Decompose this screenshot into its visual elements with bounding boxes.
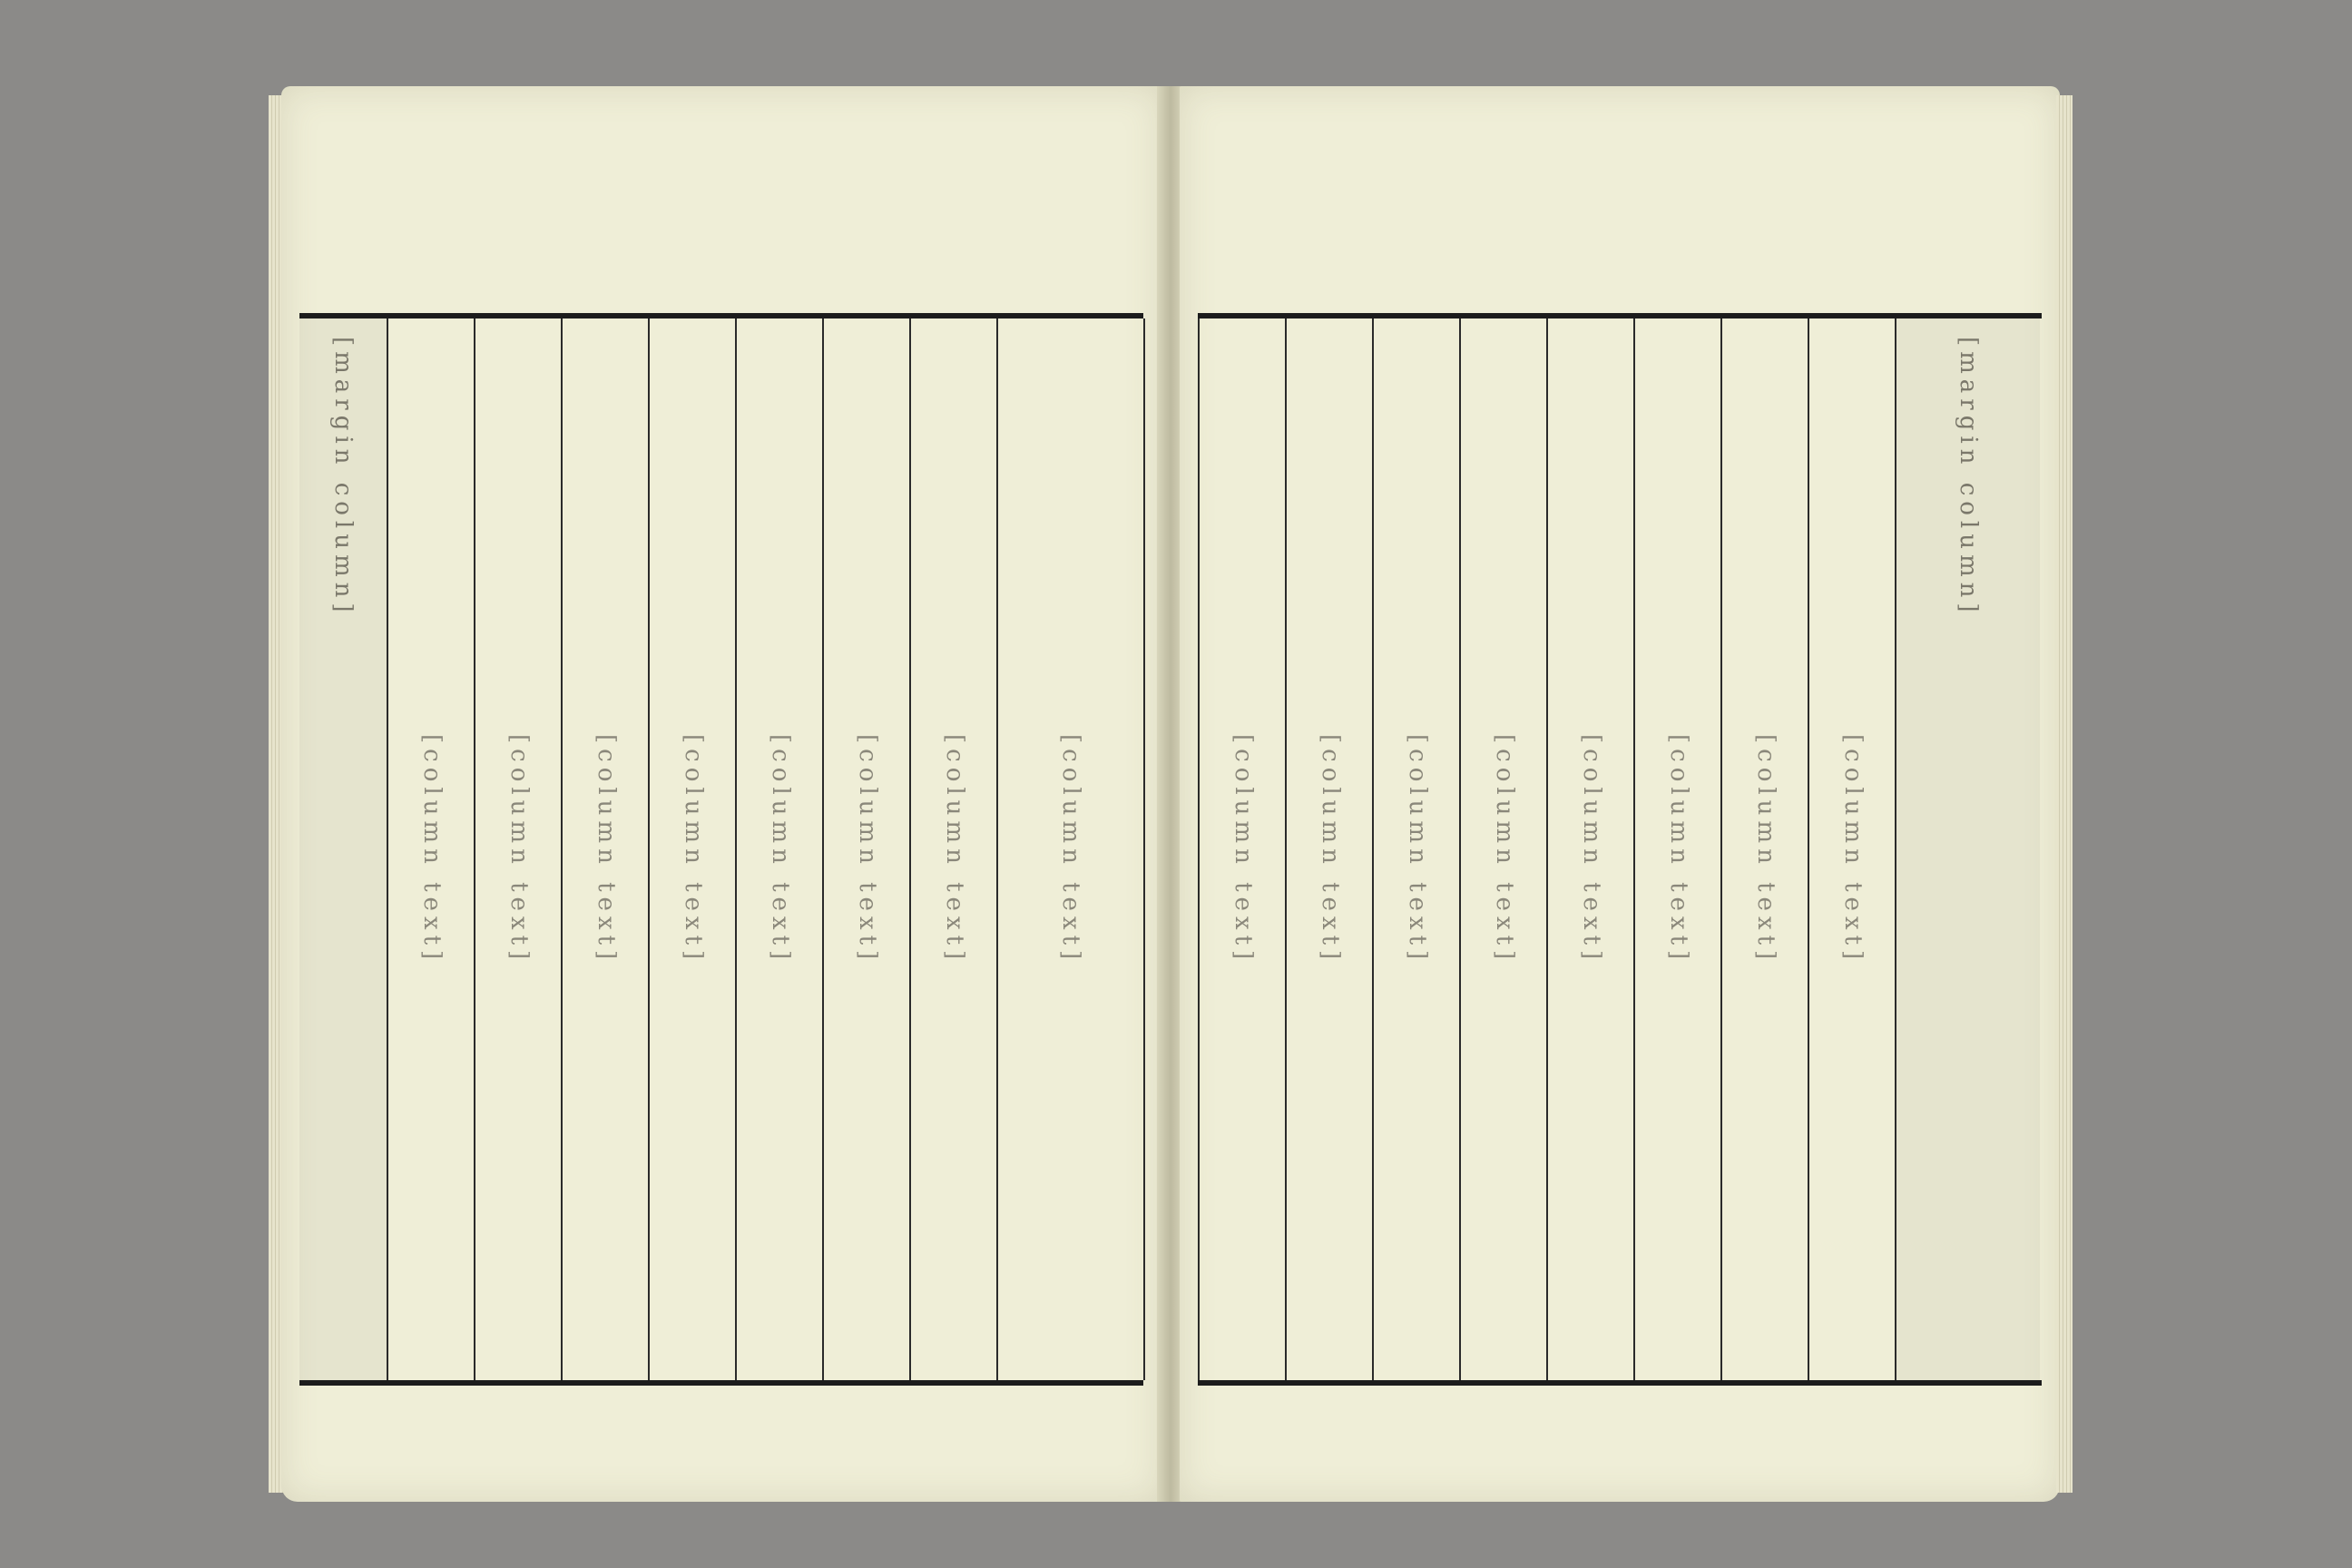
left-text-frame: [299, 313, 1143, 1386]
column-placeholder: [column text]: [1752, 733, 1779, 965]
column-placeholder: [column text]: [1057, 733, 1084, 965]
text-column: [1808, 318, 1896, 1380]
right-page: [1180, 86, 2060, 1502]
column-placeholder: [column text]: [680, 733, 707, 965]
text-column: [1546, 318, 1635, 1380]
column-placeholder: [column text]: [1317, 733, 1344, 965]
text-column: [1372, 318, 1461, 1380]
text-column: [648, 318, 737, 1380]
right-text-frame: [1198, 313, 2042, 1386]
text-column: [822, 318, 911, 1380]
text-column: [387, 318, 475, 1380]
column-placeholder: [column text]: [1491, 733, 1518, 965]
text-column: [1633, 318, 1722, 1380]
column-placeholder: [column text]: [767, 733, 794, 965]
text-column: [561, 318, 650, 1380]
text-column: [1198, 318, 1287, 1380]
text-column: [735, 318, 824, 1380]
column-placeholder: [column text]: [1230, 733, 1257, 965]
column-placeholder: [column text]: [1578, 733, 1605, 965]
text-column: [1285, 318, 1374, 1380]
column-placeholder: [column text]: [941, 733, 968, 965]
column-placeholder: [column text]: [593, 733, 620, 965]
left-margin-column: [299, 318, 387, 1380]
column-placeholder: [column text]: [1665, 733, 1692, 965]
margin-placeholder: [margin column]: [329, 337, 357, 618]
text-column: [909, 318, 998, 1380]
column-placeholder: [column text]: [1839, 733, 1867, 965]
text-column: [1720, 318, 1809, 1380]
column-placeholder: [column text]: [854, 733, 881, 965]
open-book: [281, 86, 2060, 1502]
right-margin-column: [1895, 318, 2040, 1380]
column-placeholder: [column text]: [1404, 733, 1431, 965]
left-page: [281, 86, 1161, 1502]
page-edge: [2056, 95, 2073, 1493]
text-column: [996, 318, 1145, 1380]
column-placeholder: [column text]: [505, 733, 533, 965]
text-column: [474, 318, 563, 1380]
margin-placeholder: [margin column]: [1955, 337, 1982, 618]
column-placeholder: [column text]: [418, 733, 446, 965]
text-column: [1459, 318, 1548, 1380]
